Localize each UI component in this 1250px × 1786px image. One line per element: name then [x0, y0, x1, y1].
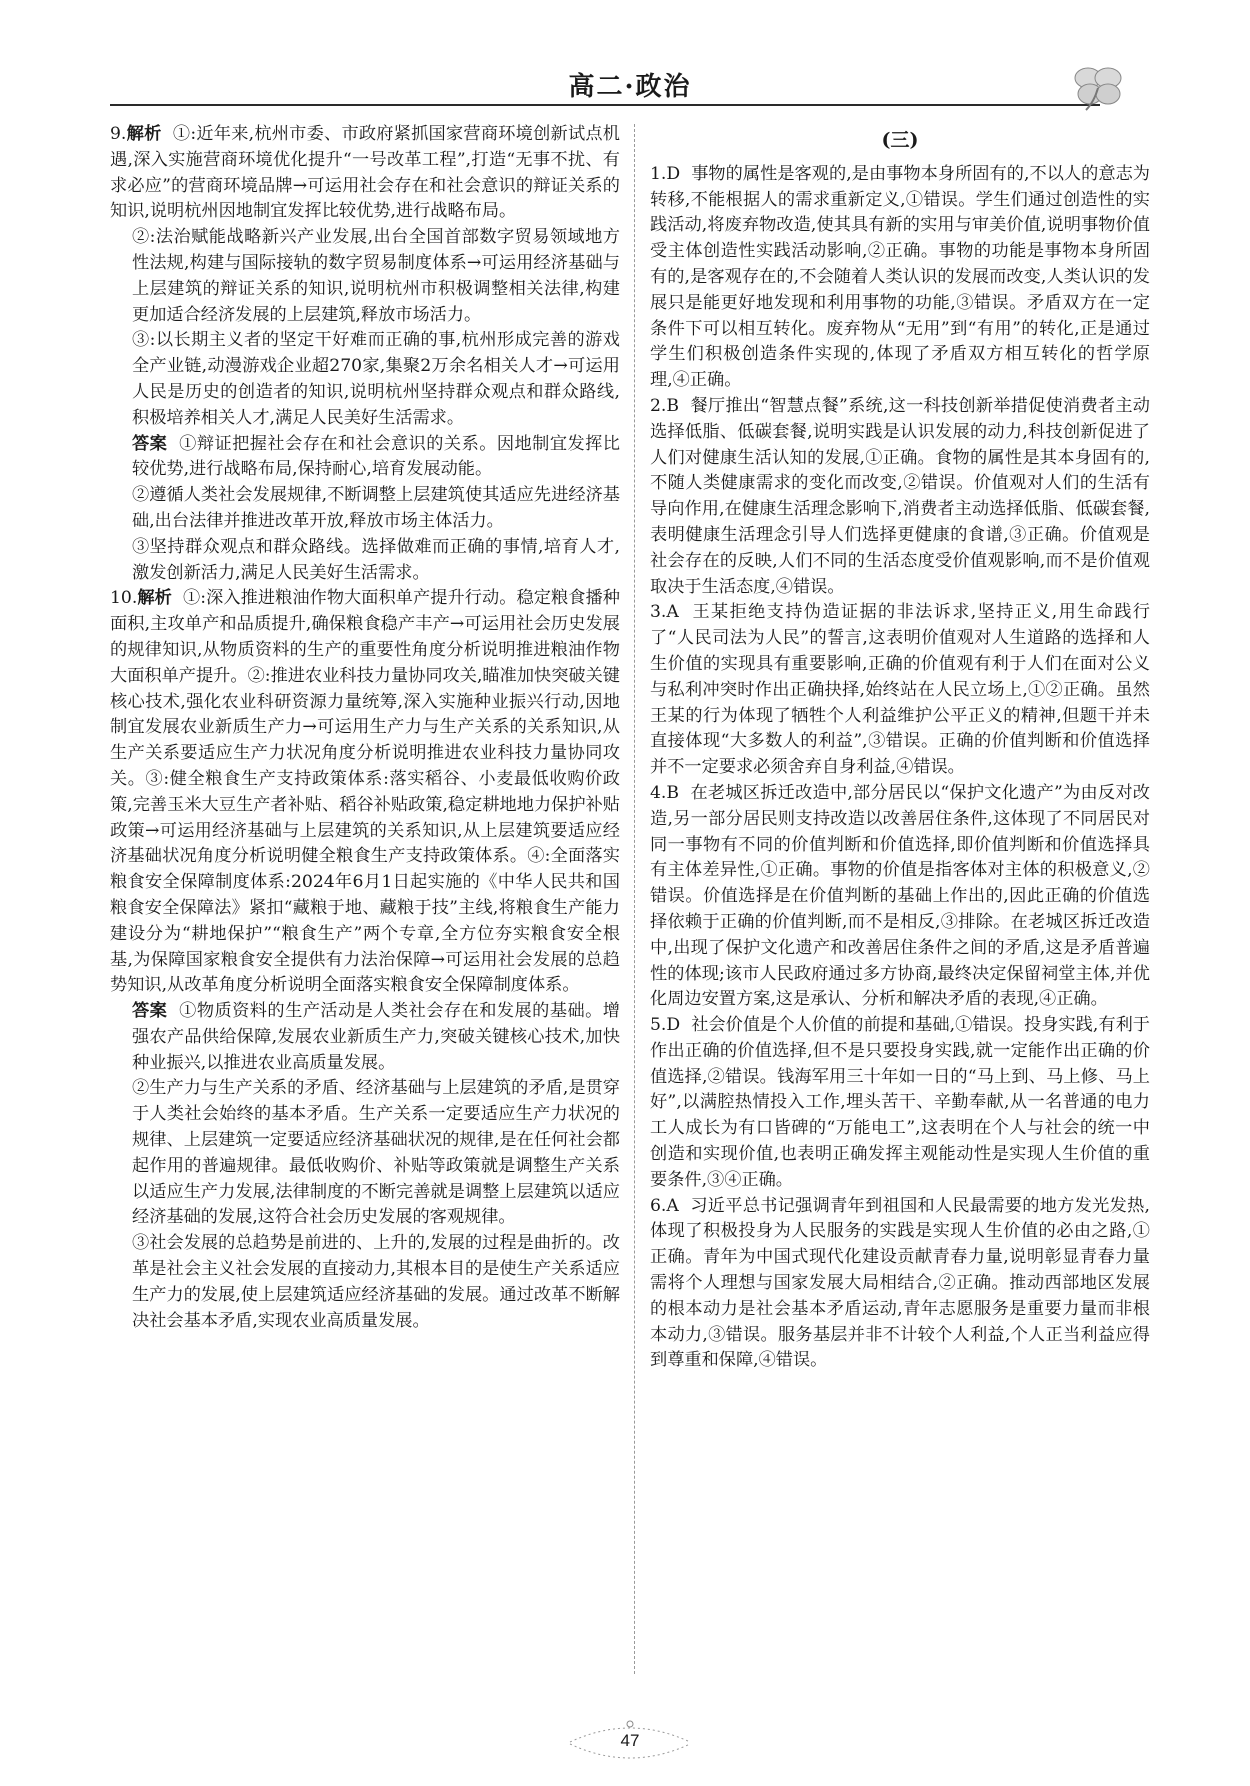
answer-item-1: [650, 162, 1150, 394]
item-text: 习近平总书记强调青年到祖国和人民最需要的地方发光发热,体现了积极投身为人民服务的实践是实现人生价值的必由之路,①正确。青年为中国式现代化建设贡献青春力量,说明彰显青春力量需将个人理想与国家发展大局相结合,②正确。推动西部地区发展的根本动力是社会基本矛盾运动,青年志愿服务是重要力量而非根本动力,③错误。服务基层并非不计较个人利益,个人正当利益应得到尊重和保障,④错误。: [650, 1195, 1150, 1371]
item-letter: B: [666, 782, 680, 803]
left-column: [110, 122, 620, 1334]
q10-answer-3: ③社会发展的总趋势是前进的、上升的,发展的过程是曲折的。改革是社会主义社会发展的直接动力,其根本目的是使生产关系适应生产力的发展,使上层建筑适应经济基础的发展。通过改革不断解决社会基本矛盾,实现农业高质量发展。: [132, 1233, 620, 1331]
item-number: 4.: [650, 782, 667, 803]
item-number: 6.: [650, 1195, 667, 1216]
answer-item-4: [650, 781, 1150, 1013]
item-number: 2.: [650, 395, 667, 416]
answer-item-3: [650, 600, 1150, 781]
page-header: [110, 64, 1150, 104]
item-letter: D: [666, 163, 681, 184]
page-footer: [560, 1720, 700, 1760]
section-title: (三): [881, 129, 919, 151]
answer-label: 答案: [132, 1001, 168, 1022]
right-column: [650, 122, 1150, 1374]
question-9: [110, 122, 620, 586]
answer-item-5: [650, 1013, 1150, 1194]
item-text: 事物的属性是客观的,是由事物本身所固有的,不以人的意志为转移,不能根据人的需求重新定义,①错误。学生们通过创造性的实践活动,将废弃物改造,使其具有新的实用与审美价值,说明事物价值受主体创造性实践活动影响,②正确。事物的功能是事物本身所固有的,是客观存在的,不会随着人类认识的发展而改变,人类认识的发展只是能更好地发现和利用事物的功能,③错误。矛盾双方在一定条件下可以相互转化。废弃物从“无用”到“有用”的转化,正是通过学生们积极创造条件实现的,体现了矛盾双方相互转化的哲学原理,④正确。: [650, 163, 1150, 391]
item-text: 在老城区拆迁改造中,部分居民以“保护文化遗产”为由反对改造,另一部分居民则支持改造以改善居住条件,这体现了不同居民对同一事物有不同的价值判断和价值选择,即价值判断和价值选择具有主体差异性,①正确。事物的价值是指客体对主体的积极意义,②错误。价值选择是在价值判断的基础上作出的,因此正确的价值选择依赖于正确的价值判断,而不是相反,③排除。在老城区拆迁改造中,出现了保护文化遗产和改善居住条件之间的矛盾,这是矛盾普遍性的体现;该市人民政府通过多方协商,最终决定保留祠堂主体,并优化周边安置方案,这是承认、分析和解决矛盾的表现,④正确。: [650, 782, 1150, 1010]
item-letter: A: [666, 602, 679, 623]
item-letter: B: [666, 395, 680, 416]
item-text: 社会价值是个人价值的前提和基础,①错误。投身实践,有利于作出正确的价值选择,但不是只要投身实践,就一定能作出正确的价值选择,②错误。钱海军用三十年如一日的“马上到、马上修、马上好”,以满腔热情投入工作,埋头苦干、辛勤奉献,从一名普通的电力工人成长为有口皆碑的“万能电工”,这表明在个人与社会的统一中创造和实现价值,也表明正确发挥主观能动性是实现人生价值的重要条件,③④正确。: [650, 1015, 1150, 1190]
item-letter: D: [666, 1015, 681, 1036]
analysis-label: 解析: [137, 588, 172, 609]
item-text: 王某拒绝支持伪造证据的非法诉求,坚持正义,用生命践行了“人民司法为人民”的誓言,这表明价值观对人生道路的选择和人生价值的实现具有重要影响,正确的价值观有利于人们在面对公义与私利冲突时作出正确抉择,始终站在人民立场上,①②正确。虽然王某的行为体现了牺牲个人利益维护公平正义的精神,但题干并未直接体现“大多数人的利益”,③错误。正确的价值判断和价值选择并不一定要求必须舍弃自身利益,④错误。: [650, 602, 1150, 778]
answer-item-2: [650, 394, 1150, 600]
q9-analysis-1: [110, 122, 620, 225]
q10-analysis: [110, 586, 620, 999]
header-rule: [110, 104, 1100, 106]
question-number: 9.: [110, 124, 127, 144]
answer-item-6: [650, 1194, 1150, 1375]
q10-answer-2: ②生产力与生产关系的矛盾、经济基础与上层建筑的矛盾,是贯穿于人类社会始终的基本矛盾。生产关系一定要适应生产力状况的规律、上层建筑一定要适应经济基础状况的规律,是在任何社会都起作用的普遍规律。最低收购价、补贴等政策就是调整生产关系以适应生产力发展,法律制度的不断完善就是调整上层建筑以适应经济基础的发展,这符合社会历史发展的客观规律。: [132, 1078, 620, 1228]
q10-answer-1: [110, 999, 620, 1076]
answer-text: ①辩证把握社会存在和社会意识的关系。因地制宜发挥比较优势,进行战略布局,保持耐心,培育发展动能。: [132, 433, 620, 480]
q9-analysis-3: ③:以长期主义者的坚定干好难而正确的事,杭州形成完善的游戏全产业链,动漫游戏企业超270家,集聚2万余名相关人才→可运用人民是历史的创造者的知识,说明杭州坚持群众观点和群众路线,积极培养相关人才,满足人民美好生活需求。: [132, 330, 620, 428]
analysis-text: ①:近年来,杭州市委、市政府紧抓国家营商环境创新试点机遇,深入实施营商环境优化提升“一号改革工程”,打造“无事不扰、有求必应”的营商环境品牌→可运用社会存在和社会意识的辩证关系的知识,说明杭州因地制宜发挥比较优势,进行战略布局。: [110, 124, 620, 222]
q9-analysis-2: ②:法治赋能战略新兴产业发展,出台全国首部数字贸易领域地方性法规,构建与国际接轨的数字贸易制度体系→可运用经济基础与上层建筑的辩证关系的知识,说明杭州市积极调整相关法律,构建更加适合经济发展的上层建筑,释放市场活力。: [132, 227, 620, 325]
column-divider: [634, 124, 635, 1674]
item-number: 1.: [650, 163, 667, 184]
answer-text: ①物质资料的生产活动是人类社会存在和发展的基础。增强农产品供给保障,发展农业新质生产力,突破关键核心技术,加快种业振兴,以推进农业高质量发展。: [132, 1001, 620, 1073]
question-10: [110, 586, 620, 1334]
item-number: 5.: [650, 1015, 667, 1036]
question-number: 10.: [110, 588, 138, 609]
analysis-text: ①:深入推进粮油作物大面积单产提升行动。稳定粮食播种面积,主攻单产和品质提升,确保粮食稳产丰产→可运用社会历史发展的规律知识,从物质资料的生产的重要性角度分析说明推进粮油作物大面积单产提升。②:推进农业科技力量协同攻关,瞄准加快突破关键核心技术,强化农业科研资源力量统筹,深入实施种业振兴行动,因地制宜发展农业新质生产力→可运用生产力与生产关系的关系知识,从生产关系要适应生产力状况角度分析说明推进农业科技力量协同攻关。③:健全粮食生产支持政策体系:落实稻谷、小麦最低收购价政策,完善玉米大豆生产者补贴、稻谷补贴政策,稳定耕地地力保护补贴政策→可运用经济基础与上层建筑的关系知识,从上层建筑要适应经济基础状况角度分析说明健全粮食生产支持政策体系。④:全面落实粮食安全保障制度体系:2024年6月1日起实施的《中华人民共和国粮食安全保障法》紧扣“藏粮于地、藏粮于技”主线,将粮食生产能力建设分为“耕地保护”“粮食生产”两个专章,全方位夯实粮食安全根基,为保障国家粮食安全提供有力法治保障→可运用社会发展的总趋势知识,从改革角度分析说明全面落实粮食安全保障制度体系。: [110, 588, 620, 996]
clover-icon: [1064, 58, 1130, 114]
analysis-label: 解析: [126, 124, 162, 144]
answer-label: 答案: [132, 433, 168, 454]
item-letter: A: [666, 1195, 679, 1216]
header-title: 高二·政治: [568, 72, 692, 102]
item-text: 餐厅推出“智慧点餐”系统,这一科技创新举措促使消费者主动选择低脂、低碳套餐,说明实践是认识发展的动力,科技创新促进了人们对健康生活认知的发展,①正确。食物的属性是其本身固有的,不随人类健康需求的变化而改变,②错误。价值观对人们的生活有导向作用,在健康生活理念影响下,消费者主动选择低脂、低碳套餐,表明健康生活理念引导人们选择更健康的食谱,③正确。价值观是社会存在的反映,人们不同的生活态度受价值观影响,而不是价值观取决于生活态度,④错误。: [650, 395, 1150, 597]
item-number: 3.: [650, 602, 667, 623]
page-number: 47: [620, 1731, 640, 1750]
q9-answer-3: ③坚持群众观点和群众路线。选择做难而正确的事情,培育人才,激发创新活力,满足人民美好生活需求。: [132, 536, 620, 583]
q9-answer-1: [110, 432, 620, 484]
q9-answer-2: ②遵循人类社会发展规律,不断调整上层建筑使其适应先进经济基础,出台法律并推进改革开放,释放市场主体活力。: [132, 485, 620, 531]
